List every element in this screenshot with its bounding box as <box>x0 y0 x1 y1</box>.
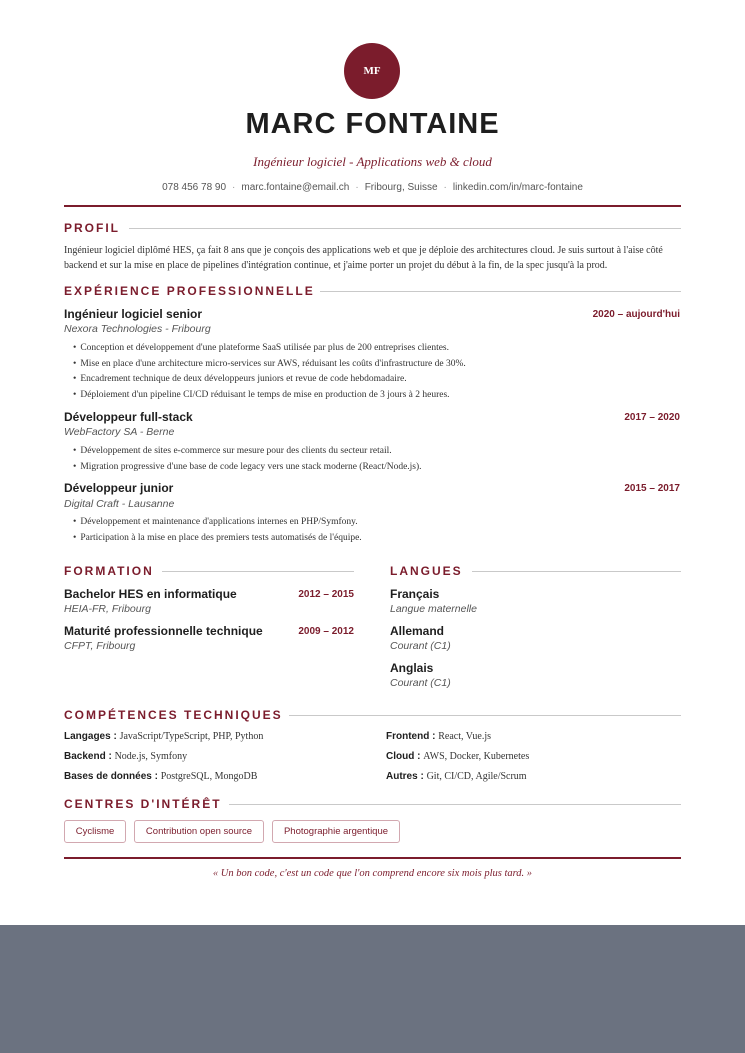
contact-separator: · <box>355 182 359 193</box>
contact-separator: · <box>443 182 447 193</box>
section-title-experience: EXPÉRIENCE PROFESSIONNELLE <box>64 284 315 298</box>
section-title-profil: PROFIL <box>64 221 120 235</box>
job-title: Développeur junior <box>64 481 174 495</box>
interest-tag: Cyclisme <box>64 820 126 843</box>
education-title: Maturité professionnelle technique <box>64 624 263 638</box>
education-dates: 2012 – 2015 <box>298 589 354 600</box>
list-item: • Déploiement d'un pipeline CI/CD réduisant le temps de mise en production de 3 jours à 2 heures. <box>73 388 673 404</box>
skill-value: Node.js, Symfony <box>114 751 188 762</box>
education-place: CFPT, Fribourg <box>64 640 136 652</box>
list-item: • Développement de sites e-commerce sur mesure pour des clients du secteur retail. <box>73 444 673 460</box>
skill-row <box>64 771 257 782</box>
skill-row <box>64 751 187 762</box>
job-dates: 2017 – 2020 <box>624 412 680 423</box>
footer-divider <box>64 857 681 859</box>
education-dates: 2009 – 2012 <box>298 626 354 637</box>
language-level: Courant (C1) <box>390 677 451 689</box>
skill-value: AWS, Docker, Kubernetes <box>423 751 530 762</box>
skill-label: Langages : <box>64 731 117 742</box>
skill-label: Bases de données : <box>64 771 158 782</box>
section-title-langues: LANGUES <box>390 564 463 578</box>
skill-label: Autres : <box>386 771 424 782</box>
list-item: • Participation à la mise en place des premiers tests automatisés de l'équipe. <box>73 531 673 547</box>
education-place: HEIA-FR, Fribourg <box>64 603 151 615</box>
language-level: Courant (C1) <box>390 640 451 652</box>
section-divider <box>289 715 681 716</box>
list-item: • Encadrement technique de deux développeurs juniors et revue de code hebdomadaire. <box>73 372 673 388</box>
avatar-initials: MF <box>363 65 381 77</box>
skill-row <box>386 771 527 782</box>
job-bullets <box>73 444 673 475</box>
section-divider <box>229 804 681 805</box>
section-divider <box>162 571 354 572</box>
footer-quote: « Un bon code, c'est un code que l'on comprend encore six mois plus tard. » <box>212 868 533 879</box>
section-divider <box>472 571 681 572</box>
job-bullets <box>73 515 673 546</box>
language-name: Français <box>390 587 440 601</box>
job-company: Nexora Technologies - Fribourg <box>64 323 211 335</box>
job-company: Digital Craft - Lausanne <box>64 498 175 510</box>
contact-phone: 078 456 78 90 <box>162 182 227 193</box>
skill-label: Cloud : <box>386 751 421 762</box>
section-title-competences: COMPÉTENCES TECHNIQUES <box>64 708 283 722</box>
job-bullets <box>73 341 673 403</box>
skill-value: PostgreSQL, MongoDB <box>160 771 258 782</box>
profil-text: Ingénieur logiciel diplômé HES, ça fait 8 ans que je conçois des applications web et que je déploie des architectures cloud. Je suis surtout à l'aise côté backend et sur la mise en place de pipelines d'intégration continue, et j'aime porter un projet du début à la fin, de la spec jusqu'à la prod. <box>64 245 663 271</box>
language-level: Langue maternelle <box>390 603 477 615</box>
skill-value: React, Vue.js <box>438 731 492 742</box>
job-dates: 2020 – aujourd'hui <box>592 309 680 320</box>
section-title-formation: FORMATION <box>64 564 154 578</box>
interest-tag: Photographie argentique <box>272 820 400 843</box>
skill-row <box>386 751 529 762</box>
skill-value: Git, CI/CD, Agile/Scrum <box>426 771 527 782</box>
contact-linkedin[interactable]: linkedin.com/in/marc-fontaine <box>452 182 583 193</box>
list-item: • Développement et maintenance d'applications internes en PHP/Symfony. <box>73 515 673 531</box>
section-title-interets: CENTRES D'INTÉRÊT <box>64 797 222 811</box>
skill-label: Backend : <box>64 751 112 762</box>
skill-row <box>386 731 491 742</box>
contact-location: Fribourg, Suisse <box>364 182 438 193</box>
skill-row <box>64 731 263 742</box>
skill-label: Frontend : <box>386 731 436 742</box>
interest-tag: Contribution open source <box>134 820 264 843</box>
list-item: • Conception et développement d'une plateforme SaaS utilisée par plus de 200 entreprises clientes. <box>73 341 673 357</box>
job-company: WebFactory SA - Berne <box>64 426 175 438</box>
candidate-name: MARC FONTAINE <box>245 108 500 140</box>
list-item: • Mise en place d'une architecture micro-services sur AWS, réduisant les coûts d'infrastructure de 30%. <box>73 357 673 373</box>
contact-email[interactable]: marc.fontaine@email.ch <box>241 182 350 193</box>
section-divider <box>129 228 681 229</box>
section-divider <box>320 291 681 292</box>
contact-separator: · <box>232 182 236 193</box>
list-item: • Migration progressive d'une base de code legacy vers une stack moderne (React/Node.js). <box>73 460 673 476</box>
language-name: Anglais <box>390 661 434 675</box>
job-title: Ingénieur logiciel senior <box>64 307 203 321</box>
header-divider <box>64 205 681 207</box>
skill-value: JavaScript/TypeScript, PHP, Python <box>119 731 264 742</box>
contact-line <box>0 182 745 193</box>
language-name: Allemand <box>390 624 445 638</box>
avatar <box>344 43 400 99</box>
job-dates: 2015 – 2017 <box>624 483 680 494</box>
education-title: Bachelor HES en informatique <box>64 587 237 601</box>
job-title: Développeur full-stack <box>64 410 193 424</box>
job-subtitle: Ingénieur logiciel - Applications web & cloud <box>253 154 492 169</box>
